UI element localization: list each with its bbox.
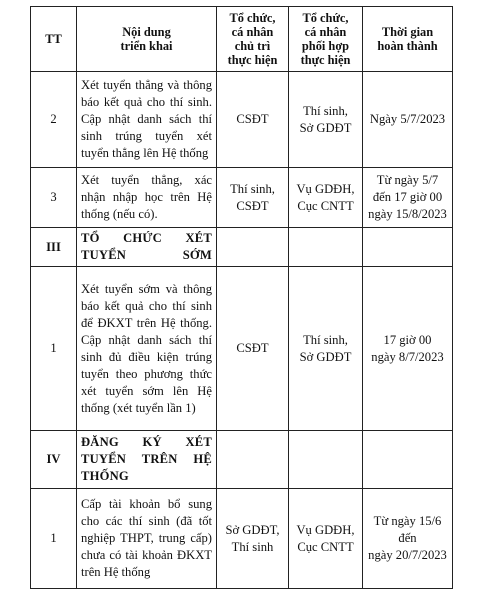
- table-row: [31, 168, 453, 228]
- table-row: [31, 267, 453, 431]
- table-row: [31, 72, 453, 168]
- row-time: Ngày 5/7/2023: [363, 72, 453, 168]
- empty-cell: [289, 228, 363, 267]
- table-header-row: [31, 7, 453, 72]
- schedule-table: [30, 6, 453, 589]
- row-coop: Vụ GDĐH, Cục CNTT: [289, 168, 363, 228]
- row-lead: CSĐT: [217, 267, 289, 431]
- empty-cell: [217, 431, 289, 489]
- row-content: Xét tuyển thẳng, xác nhận nhập học trên Hệ thống (nếu có).: [77, 168, 217, 228]
- section-row: [31, 431, 453, 489]
- empty-cell: [217, 228, 289, 267]
- header-coop: Tổ chức, cá nhân phối hợp thực hiện: [289, 7, 363, 72]
- row-number: 3: [31, 168, 77, 228]
- row-time: Từ ngày 5/7 đến 17 giờ 00 ngày 15/8/2023: [363, 168, 453, 228]
- row-coop: Thí sinh, Sở GDĐT: [289, 267, 363, 431]
- row-lead: Sở GDĐT, Thí sinh: [217, 489, 289, 589]
- section-title: ĐĂNG KÝ XÉT TUYỂN TRÊN HỆ THỐNG: [77, 431, 217, 489]
- header-content: Nội dung triển khai: [77, 7, 217, 72]
- header-time: Thời gian hoàn thành: [363, 7, 453, 72]
- row-content: Xét tuyển thẳng và thông báo kết quả cho thí sinh. Cập nhật danh sách thí sinh trúng tuyển xét tuyển thẳng lên Hệ thống: [77, 72, 217, 168]
- row-time: Từ ngày 15/6 đến ngày 20/7/2023: [363, 489, 453, 589]
- section-row: [31, 228, 453, 267]
- row-coop: Thí sinh, Sở GDĐT: [289, 72, 363, 168]
- header-lead: Tổ chức, cá nhân chủ trì thực hiện: [217, 7, 289, 72]
- empty-cell: [363, 228, 453, 267]
- row-coop: Vụ GDĐH, Cục CNTT: [289, 489, 363, 589]
- row-lead: Thí sinh, CSĐT: [217, 168, 289, 228]
- row-number: 1: [31, 489, 77, 589]
- header-tt: TT: [31, 7, 77, 72]
- section-number: IV: [31, 431, 77, 489]
- table-row: [31, 489, 453, 589]
- section-number: III: [31, 228, 77, 267]
- section-title: TỔ CHỨC XÉT TUYỂN SỚM: [77, 228, 217, 267]
- row-number: 2: [31, 72, 77, 168]
- row-time: 17 giờ 00 ngày 8/7/2023: [363, 267, 453, 431]
- row-lead: CSĐT: [217, 72, 289, 168]
- empty-cell: [363, 431, 453, 489]
- row-content: Xét tuyển sớm và thông báo kết quả cho thí sinh để ĐKXT trên Hệ thống. Cập nhật danh sách thí sinh đủ điều kiện trúng tuyển theo phương thức xét tuyển sớm lên Hệ thống (xét tuyển lần 1): [77, 267, 217, 431]
- row-content: Cấp tài khoản bổ sung cho các thí sinh (đã tốt nghiệp THPT, trung cấp) chưa có tài khoản ĐKXT trên Hệ thống: [77, 489, 217, 589]
- empty-cell: [289, 431, 363, 489]
- row-number: 1: [31, 267, 77, 431]
